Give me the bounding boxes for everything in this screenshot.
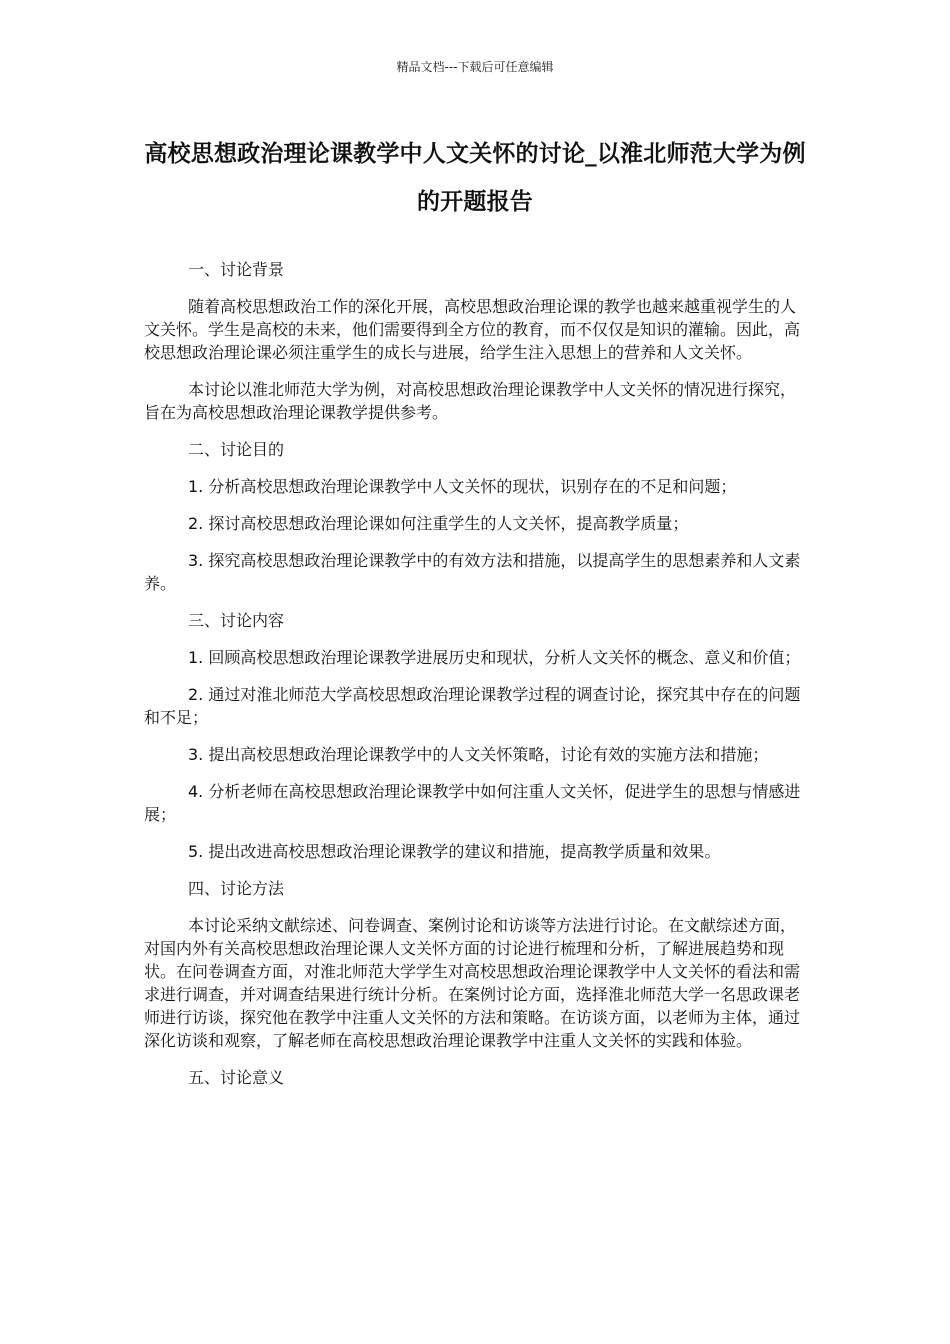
list-item: 1. 分析高校思想政治理论课教学中人文关怀的现状，识别存在的不足和问题；	[188, 477, 737, 496]
paragraph: 本讨论以淮北师范大学为例，对高校思想政治理论课教学中人文关怀的情况进行探究，旨在为高校思想政治理论课教学提供参考。	[144, 380, 797, 422]
paragraph: 本讨论采纳文献综述、问卷调查、案例讨论和访谈等方法进行讨论。在文献综述方面，对国内外有关高校思想政治理论课人文关怀方面的讨论进行梳理和分析，了解进展趋势和现状。在问卷调查方面，对淮北师范大学学生对高校思想政治理论课教学中人文关怀的看法和需求进行调查，并对调查结果进行统计分析。在案例讨论方面，选择淮北师范大学一名思政课老师进行访谈，探究他在教学中注重人文关怀的方法和策略。在访谈方面，以老师为主体，通过深化访谈和观察，了解老师在高校思想政治理论课教学中注重人文关怀的实践和体验。	[144, 916, 801, 1050]
document-title: 高校思想政治理论课教学中人文关怀的讨论_以淮北师范大学为例的开题报告	[144, 141, 806, 215]
list-item: 2. 探讨高校思想政治理论课如何注重学生的人文关怀，提高教学质量；	[188, 514, 689, 533]
list-item: 3. 探究高校思想政治理论课教学中的有效方法和措施，以提高学生的思想素养和人文素养。	[144, 551, 801, 593]
list-item: 5. 提出改进高校思想政治理论课教学的建议和措施，提高教学质量和效果。	[188, 842, 721, 861]
section-heading-significance: 五、讨论意义	[188, 1068, 285, 1087]
section-heading-background: 一、讨论背景	[188, 260, 285, 279]
paragraph: 随着高校思想政治工作的深化开展，高校思想政治理论课的教学也越来越重视学生的人文关怀。学生是高校的未来，他们需要得到全方位的教育，而不仅仅是知识的灌输。因此，高校思想政治理论课必须注重学生的成长与进展，给学生注入思想上的营养和人文关怀。	[144, 297, 801, 362]
header-note: 精品文档---下载后可任意编辑	[396, 60, 554, 74]
section-heading-content: 三、讨论内容	[188, 611, 285, 630]
list-item: 1. 回顾高校思想政治理论课教学进展历史和现状，分析人文关怀的概念、意义和价值；	[188, 648, 801, 667]
list-item: 4. 分析老师在高校思想政治理论课教学中如何注重人文关怀，促进学生的思想与情感进展；	[144, 782, 801, 824]
list-item: 3. 提出高校思想政治理论课教学中的人文关怀策略，讨论有效的实施方法和措施；	[188, 745, 769, 764]
list-item: 2. 通过对淮北师范大学高校思想政治理论课教学过程的调查讨论，探究其中存在的问题和不足；	[144, 685, 801, 727]
section-heading-purpose: 二、讨论目的	[188, 440, 285, 459]
section-heading-method: 四、讨论方法	[188, 879, 285, 898]
document-body	[144, 258, 808, 1103]
